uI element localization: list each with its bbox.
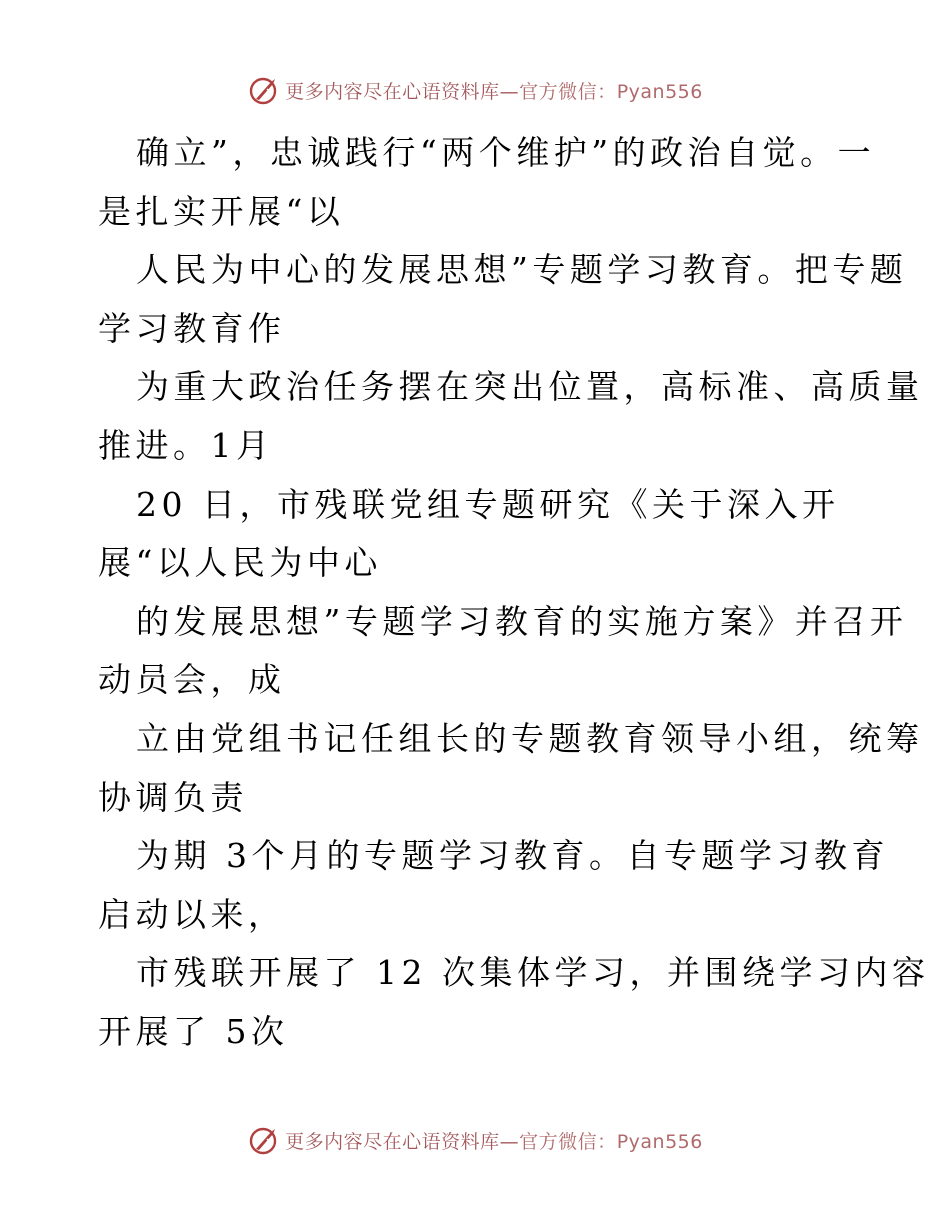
footer-banner xyxy=(0,1120,950,1160)
header-wechat-label: 官方微信： xyxy=(519,80,617,103)
body-line: 推进。1月 xyxy=(98,425,274,465)
header-banner-text xyxy=(285,77,703,104)
body-line: 人民为中心的发展思想”专题学习教育。把专题 xyxy=(136,250,908,290)
header-wechat-id: Pyan556 xyxy=(616,80,703,103)
header-banner xyxy=(0,70,950,110)
footer-wechat-id: Pyan556 xyxy=(616,1130,703,1153)
body-line: 为重大政治任务摆在突出位置，高标准、高质量 xyxy=(136,367,924,407)
document-body xyxy=(98,124,930,1062)
header-brand-text: 更多内容尽在心语资料库 xyxy=(285,80,500,103)
quill-pen-logo-icon xyxy=(247,1123,281,1157)
body-line: 立由党组书记任组长的专题教育领导小组，统筹 xyxy=(136,718,924,758)
body-line: 的发展思想”专题学习教育的实施方案》并召开 xyxy=(136,601,908,641)
body-line: 协调负责 xyxy=(98,777,248,817)
body-line: 启动以来， xyxy=(98,894,286,934)
header-separator: — xyxy=(499,80,520,103)
body-line: 市残联开展了 12 次集体学习，并围绕学习内容 xyxy=(136,953,930,993)
body-line: 确立”，忠诚践行“两个维护”的政治自觉。一 xyxy=(136,133,876,172)
body-line: 开展了 5次 xyxy=(98,1011,289,1051)
body-line: 展“以人民为中心 xyxy=(98,543,382,583)
body-line: 20 日，市残联党组专题研究《关于深入开 xyxy=(136,484,840,524)
footer-banner-text xyxy=(285,1127,703,1154)
footer-brand-text: 更多内容尽在心语资料库 xyxy=(285,1130,500,1153)
footer-separator: — xyxy=(499,1130,520,1153)
body-line: 学习教育作 xyxy=(98,308,286,348)
quill-pen-logo-icon xyxy=(247,73,281,107)
body-line: 动员会，成 xyxy=(98,660,286,700)
body-line: 是扎实开展“以 xyxy=(98,191,345,231)
body-line: 为期 3个月的专题学习教育。自专题学习教育 xyxy=(136,836,889,876)
footer-wechat-label: 官方微信： xyxy=(519,1130,617,1153)
